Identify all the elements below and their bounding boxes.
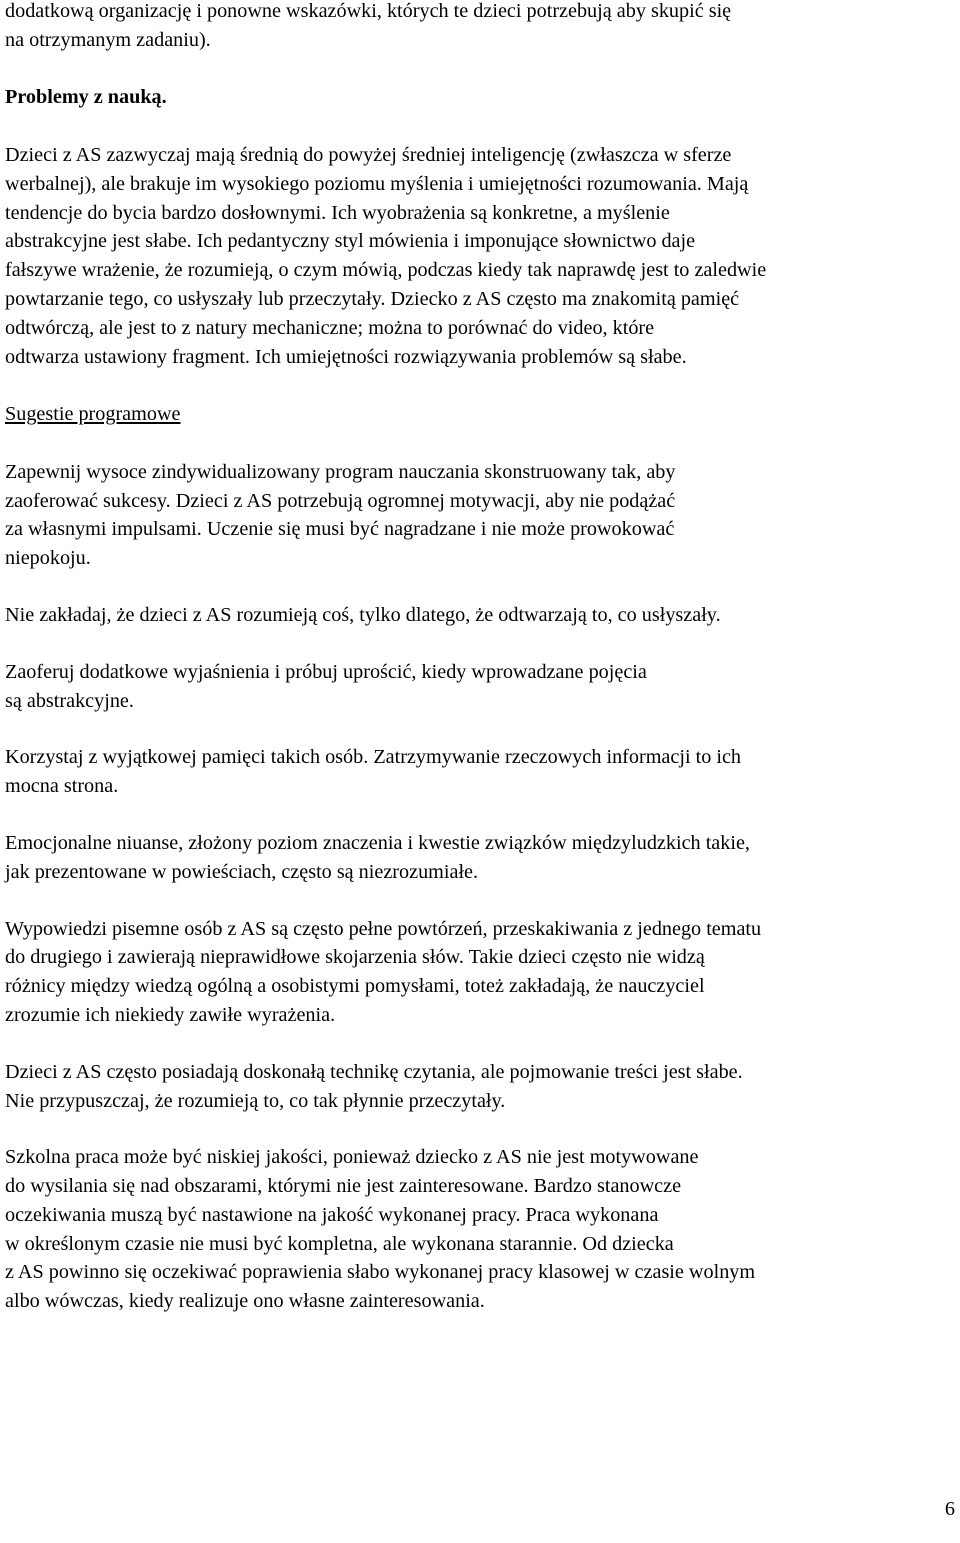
text-line: Korzystaj z wyjątkowej pamięci takich osób. Zatrzymywanie rzeczowych informacji to ich xyxy=(5,746,742,769)
main-paragraph xyxy=(5,141,960,371)
suggestion-paragraph xyxy=(5,1143,960,1316)
text-line: do drugiego i zawierają nieprawidłowe skojarzenia słów. Takie dzieci często nie widzą xyxy=(5,946,705,969)
text-line: niepokoju. xyxy=(5,547,91,570)
section-heading: Problemy z nauką. xyxy=(5,86,167,109)
intro-paragraph xyxy=(5,0,960,55)
text-line: abstrakcyjne jest słabe. Ich pedantyczny styl mówienia i imponujące słownictwo daje xyxy=(5,230,696,253)
text-line: mocna strona. xyxy=(5,775,119,798)
text-line: fałszywe wrażenie, że rozumieją, o czym mówią, podczas kiedy tak naprawdę jest to zaledwie xyxy=(5,259,767,282)
text-line: Wypowiedzi pisemne osób z AS są często pełne powtórzeń, przeskakiwania z jednego tematu xyxy=(5,917,762,940)
text-line: jak prezentowane w powieściach, często są niezrozumiałe. xyxy=(5,860,479,883)
document-page xyxy=(5,0,960,1316)
subheading-suggestions: Sugestie programowe xyxy=(5,403,181,426)
text-line: zrozumie ich niekiedy zawiłe wyrażenia. xyxy=(5,1003,336,1026)
text-line: są abstrakcyjne. xyxy=(5,689,134,712)
suggestion-paragraph xyxy=(5,658,960,716)
text-line: w określonym czasie nie musi być kompletna, ale wykonana starannie. Od dziecka xyxy=(5,1232,674,1255)
text-line: różnicy między wiedzą ogólną a osobistymi pomysłami, toteż zakładają, że nauczyciel xyxy=(5,975,705,998)
text-line: za własnymi impulsami. Uczenie się musi być nagradzane i nie może prowokować xyxy=(5,518,675,541)
suggestion-paragraph xyxy=(5,829,960,887)
text-line: Emocjonalne niuanse, złożony poziom znaczenia i kwestie związków międzyludzkich takie, xyxy=(5,831,750,854)
text-line: Dzieci z AS zazwyczaj mają średnią do powyżej średniej inteligencję (zwłaszcza w sferze xyxy=(5,143,732,166)
text-line: Zapewnij wysoce zindywidualizowany program nauczania skonstruowany tak, aby xyxy=(5,460,676,483)
suggestion-paragraph xyxy=(5,743,960,801)
text-line: tendencje do bycia bardzo dosłownymi. Ich wyobrażenia są konkretne, a myślenie xyxy=(5,201,670,224)
text-line: z AS powinno się oczekiwać poprawienia słabo wykonanej pracy klasowej w czasie wolnym xyxy=(5,1261,756,1284)
text-line: Zaoferuj dodatkowe wyjaśnienia i próbuj uprościć, kiedy wprowadzane pojęcia xyxy=(5,660,647,683)
text-line: na otrzymanym zadaniu). xyxy=(5,28,211,51)
text-line: dodatkową organizację i ponowne wskazówki, których te dzieci potrzebują aby skupić się xyxy=(5,0,732,22)
suggestion-paragraph xyxy=(5,915,960,1030)
text-line: albo wówczas, kiedy realizuje ono własne zainteresowania. xyxy=(5,1290,485,1313)
text-line: Dzieci z AS często posiadają doskonałą technikę czytania, ale pojmowanie treści jest słabe. xyxy=(5,1060,743,1083)
text-line: powtarzanie tego, co usłyszały lub przeczytały. Dziecko z AS często ma znakomitą pamięć xyxy=(5,287,740,310)
text-line: Szkolna praca może być niskiej jakości, ponieważ dziecko z AS nie jest motywowane xyxy=(5,1146,699,1169)
text-line: odtwarza ustawiony fragment. Ich umiejętności rozwiązywania problemów są słabe. xyxy=(5,345,687,368)
text-line: Nie przypuszczaj, że rozumieją to, co tak płynnie przeczytały. xyxy=(5,1089,506,1112)
text-line: do wysilania się nad obszarami, którymi nie jest zainteresowane. Bardzo stanowcze xyxy=(5,1175,682,1198)
text-line: werbalnej), ale brakuje im wysokiego poziomu myślenia i umiejętności rozumowania. Mają xyxy=(5,172,749,195)
suggestion-paragraph xyxy=(5,601,960,630)
text-line: zaoferować sukcesy. Dzieci z AS potrzebują ogromnej motywacji, aby nie podążać xyxy=(5,489,676,512)
page-number: 6 xyxy=(944,1498,955,1520)
text-line: Nie zakładaj, że dzieci z AS rozumieją coś, tylko dlatego, że odtwarzają to, co usłyszały. xyxy=(5,603,721,626)
text-line: oczekiwania muszą być nastawione na jakość wykonanej pracy. Praca wykonana xyxy=(5,1203,659,1226)
suggestion-paragraph xyxy=(5,1058,960,1116)
suggestion-paragraph xyxy=(5,458,960,573)
text-line: odtwórczą, ale jest to z natury mechaniczne; można to porównać do video, które xyxy=(5,316,655,339)
